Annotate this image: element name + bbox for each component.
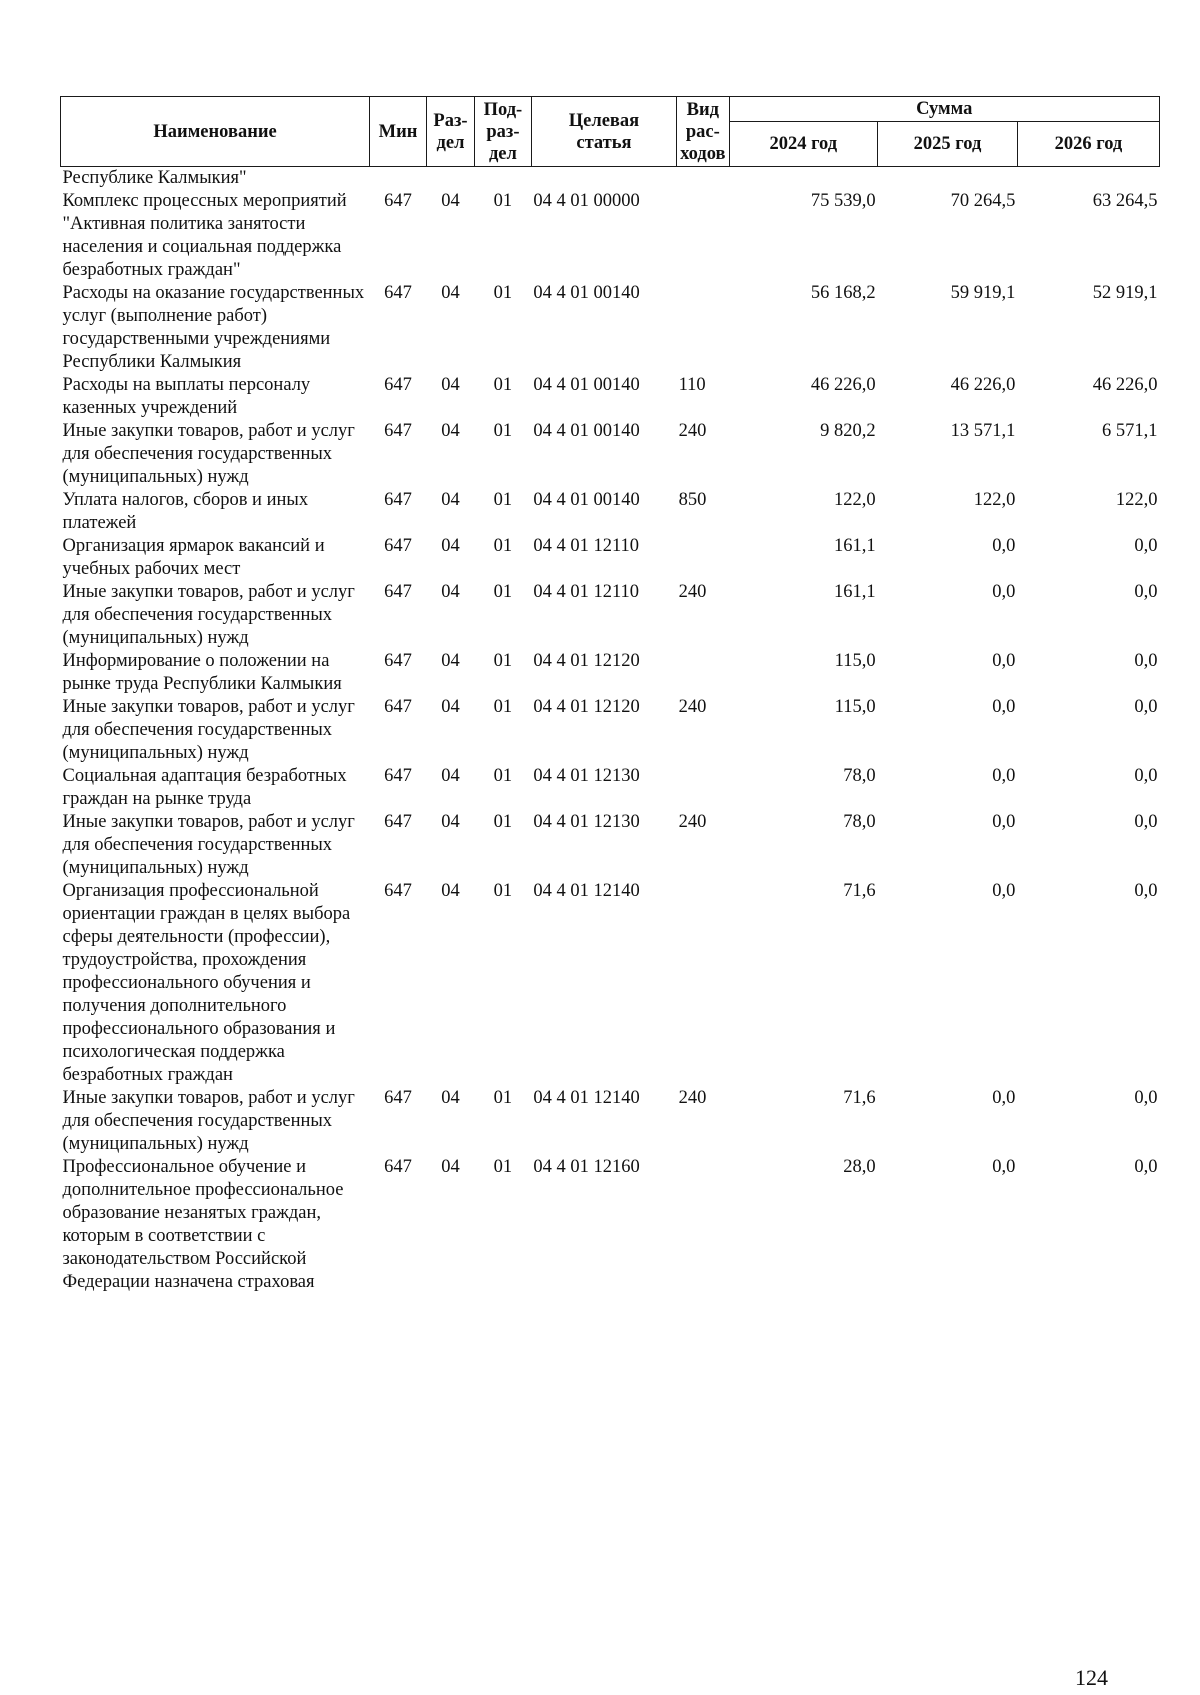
row-amount-2025: 0,0 (992, 812, 1016, 832)
row-section: 04 (441, 812, 460, 832)
row-section: 04 (441, 490, 460, 510)
row-ministry: 647 (384, 536, 412, 556)
row-subsection: 01 (493, 582, 513, 602)
row-amount-2024: 78,0 (843, 766, 876, 786)
row-expense-type (677, 880, 729, 1087)
header-section: Раз- дел (426, 97, 474, 167)
row-name: Организация ярмарок вакансий и учебных рабочих мест (62, 536, 325, 579)
row-target-article: 04 4 01 12120 (533, 697, 640, 717)
table-row (61, 811, 1160, 880)
row-target-article: 04 4 01 12140 (533, 1088, 640, 1108)
row-amount-2025: 0,0 (992, 651, 1016, 671)
row-section: 04 (441, 881, 460, 901)
budget-document (60, 96, 1160, 1294)
header-year-2024: 2024 год (729, 122, 878, 167)
header-year-2025: 2025 год (878, 122, 1018, 167)
table-row (61, 581, 1160, 650)
row-subsection: 01 (493, 283, 513, 303)
row-target-article: 04 4 01 00140 (533, 283, 640, 303)
header-sum: Сумма (729, 97, 1159, 122)
row-expense-type (677, 650, 729, 696)
row-amount-2024: 28,0 (843, 1157, 876, 1177)
row-section: 04 (441, 697, 460, 717)
budget-table (60, 96, 1160, 1294)
row-target-article: 04 4 01 00140 (533, 421, 640, 441)
row-amount-2024: 46 226,0 (810, 375, 876, 395)
row-section: 04 (441, 536, 460, 556)
row-amount-2024: 9 820,2 (820, 421, 876, 441)
row-amount-2025: 0,0 (992, 1088, 1016, 1108)
row-section: 04 (441, 582, 460, 602)
row-expense-type: 240 (678, 1088, 707, 1108)
row-name: Иные закупки товаров, работ и услуг для обеспечения государственных (муниципальных) нужд (62, 582, 355, 648)
row-target-article: 04 4 01 12130 (533, 766, 640, 786)
table-row (61, 282, 1160, 374)
table-row (61, 880, 1160, 1087)
header-target-article: Целевая статья (531, 97, 676, 167)
row-subsection: 01 (493, 1157, 513, 1177)
row-amount-2025: 59 919,1 (950, 283, 1016, 303)
row-amount-2024: 56 168,2 (810, 283, 876, 303)
row-expense-type (677, 190, 729, 282)
row-ministry: 647 (384, 881, 412, 901)
row-expense-type: 240 (678, 697, 707, 717)
row-section: 04 (441, 191, 460, 211)
row-name: Уплата налогов, сборов и иных платежей (62, 490, 309, 533)
row-amount-2026: 122,0 (1115, 490, 1158, 510)
row-subsection: 01 (493, 812, 513, 832)
row-expense-type (677, 282, 729, 374)
row-amount-2026: 0,0 (1134, 812, 1158, 832)
row-ministry: 647 (384, 375, 412, 395)
row-section: 04 (441, 421, 460, 441)
table-row (61, 374, 1160, 420)
row-amount-2024: 71,6 (843, 881, 876, 901)
row-section: 04 (441, 1157, 460, 1177)
row-expense-type: 240 (678, 582, 707, 602)
row-ministry: 647 (384, 490, 412, 510)
row-subsection: 01 (493, 766, 513, 786)
table-row (61, 190, 1160, 282)
row-target-article: 04 4 01 00140 (533, 375, 640, 395)
row-subsection: 01 (493, 375, 513, 395)
row-target-article: 04 4 01 12110 (533, 582, 640, 602)
row-expense-type (677, 535, 729, 581)
row-amount-2025: 0,0 (992, 881, 1016, 901)
table-row (61, 489, 1160, 535)
row-name: Организация профессиональной ориентации граждан в целях выбора сферы деятельности (профессии), трудоустройства, прохождения профессионального обучения и получения дополнительного профессионального образования и психологическая поддержка безработных граждан (62, 881, 351, 1085)
row-target-article: 04 4 01 12160 (533, 1157, 640, 1177)
table-row (61, 1087, 1160, 1156)
row-amount-2024: 71,6 (843, 1088, 876, 1108)
row-amount-2026: 0,0 (1134, 1088, 1158, 1108)
header-subsection: Под- раз- дел (475, 97, 532, 167)
row-ministry: 647 (384, 421, 412, 441)
row-amount-2026: 0,0 (1134, 651, 1158, 671)
table-row (61, 696, 1160, 765)
row-subsection: 01 (493, 490, 513, 510)
row-subsection: 01 (493, 697, 513, 717)
row-section: 04 (441, 766, 460, 786)
row-amount-2025: 70 264,5 (950, 191, 1016, 211)
row-section: 04 (441, 375, 460, 395)
row-expense-type: 240 (678, 421, 707, 441)
row-amount-2025: 0,0 (992, 697, 1016, 717)
row-name: Расходы на оказание государственных услуг (выполнение работ) государственными учреждениями Республики Калмыкия (62, 283, 365, 372)
row-amount-2025: 46 226,0 (950, 375, 1016, 395)
continuation-text: Республике Калмыкия" (62, 168, 247, 188)
row-amount-2024: 75 539,0 (810, 191, 876, 211)
row-subsection: 01 (493, 1088, 513, 1108)
row-name: Социальная адаптация безработных граждан на рынке труда (62, 766, 347, 809)
row-expense-type (677, 1156, 729, 1294)
row-name: Иные закупки товаров, работ и услуг для обеспечения государственных (муниципальных) нужд (62, 812, 355, 878)
table-body (61, 167, 1160, 1295)
row-target-article: 04 4 01 12140 (533, 881, 640, 901)
row-ministry: 647 (384, 766, 412, 786)
row-ministry: 647 (384, 1157, 412, 1177)
page-number: 124 (1075, 1665, 1108, 1690)
row-amount-2026: 0,0 (1134, 536, 1158, 556)
row-ministry: 647 (384, 582, 412, 602)
header-name: Наименование (61, 97, 370, 167)
row-amount-2026: 0,0 (1134, 697, 1158, 717)
row-amount-2025: 0,0 (992, 536, 1016, 556)
row-amount-2024: 115,0 (834, 651, 876, 671)
row-amount-2025: 13 571,1 (950, 421, 1016, 441)
row-name: Иные закупки товаров, работ и услуг для обеспечения государственных (муниципальных) нужд (62, 421, 355, 487)
row-ministry: 647 (384, 651, 412, 671)
row-subsection: 01 (493, 421, 513, 441)
row-ministry: 647 (384, 1088, 412, 1108)
row-subsection: 01 (493, 651, 513, 671)
row-target-article: 04 4 01 00000 (533, 191, 640, 211)
row-amount-2024: 78,0 (843, 812, 876, 832)
row-amount-2026: 0,0 (1134, 881, 1158, 901)
row-target-article: 04 4 01 12120 (533, 651, 640, 671)
header-ministry: Мин (370, 97, 427, 167)
row-ministry: 647 (384, 697, 412, 717)
row-amount-2026: 52 919,1 (1092, 283, 1158, 303)
row-expense-type: 240 (678, 812, 707, 832)
table-row (61, 650, 1160, 696)
row-target-article: 04 4 01 00140 (533, 490, 640, 510)
row-amount-2024: 122,0 (833, 490, 876, 510)
row-subsection: 01 (493, 536, 513, 556)
row-amount-2025: 0,0 (992, 1157, 1016, 1177)
row-amount-2025: 0,0 (992, 582, 1016, 602)
row-name: Расходы на выплаты персоналу казенных учреждений (62, 375, 311, 418)
row-subsection: 01 (493, 881, 513, 901)
row-target-article: 04 4 01 12110 (533, 536, 640, 556)
row-target-article: 04 4 01 12130 (533, 812, 640, 832)
row-name: Иные закупки товаров, работ и услуг для обеспечения государственных (муниципальных) нужд (62, 697, 355, 763)
row-ministry: 647 (384, 191, 412, 211)
header-year-2026: 2026 год (1017, 122, 1159, 167)
row-amount-2026: 46 226,0 (1092, 375, 1158, 395)
row-section: 04 (441, 1088, 460, 1108)
row-expense-type: 110 (678, 375, 706, 395)
header-expense-type: Вид рас- ходов (677, 97, 729, 167)
row-name: Комплекс процессных мероприятий "Активная политика занятости населения и социальная поддержка безработных граждан" (62, 191, 347, 280)
row-amount-2026: 0,0 (1134, 1157, 1158, 1177)
table-row (61, 765, 1160, 811)
row-amount-2025: 0,0 (992, 766, 1016, 786)
row-name: Иные закупки товаров, работ и услуг для обеспечения государственных (муниципальных) нужд (62, 1088, 355, 1154)
continuation-row (61, 167, 1160, 191)
table-row (61, 420, 1160, 489)
table-header (61, 97, 1160, 167)
table-row (61, 535, 1160, 581)
row-amount-2026: 63 264,5 (1092, 191, 1158, 211)
row-ministry: 647 (384, 283, 412, 303)
row-subsection: 01 (493, 191, 513, 211)
row-amount-2026: 0,0 (1134, 582, 1158, 602)
row-expense-type (677, 765, 729, 811)
row-amount-2024: 115,0 (834, 697, 876, 717)
row-amount-2025: 122,0 (973, 490, 1016, 510)
row-amount-2024: 161,1 (833, 582, 876, 602)
row-amount-2024: 161,1 (833, 536, 876, 556)
row-name: Профессиональное обучение и дополнительное профессиональное образование незанятых граждан, которым в соответствии с законодательством Российской Федерации назначена страховая (62, 1157, 344, 1292)
row-name: Информирование о положении на рынке труда Республики Калмыкия (62, 651, 342, 694)
row-section: 04 (441, 283, 460, 303)
row-expense-type: 850 (678, 490, 707, 510)
row-amount-2026: 6 571,1 (1102, 421, 1158, 441)
row-ministry: 647 (384, 812, 412, 832)
row-section: 04 (441, 651, 460, 671)
table-row (61, 1156, 1160, 1294)
row-amount-2026: 0,0 (1134, 766, 1158, 786)
